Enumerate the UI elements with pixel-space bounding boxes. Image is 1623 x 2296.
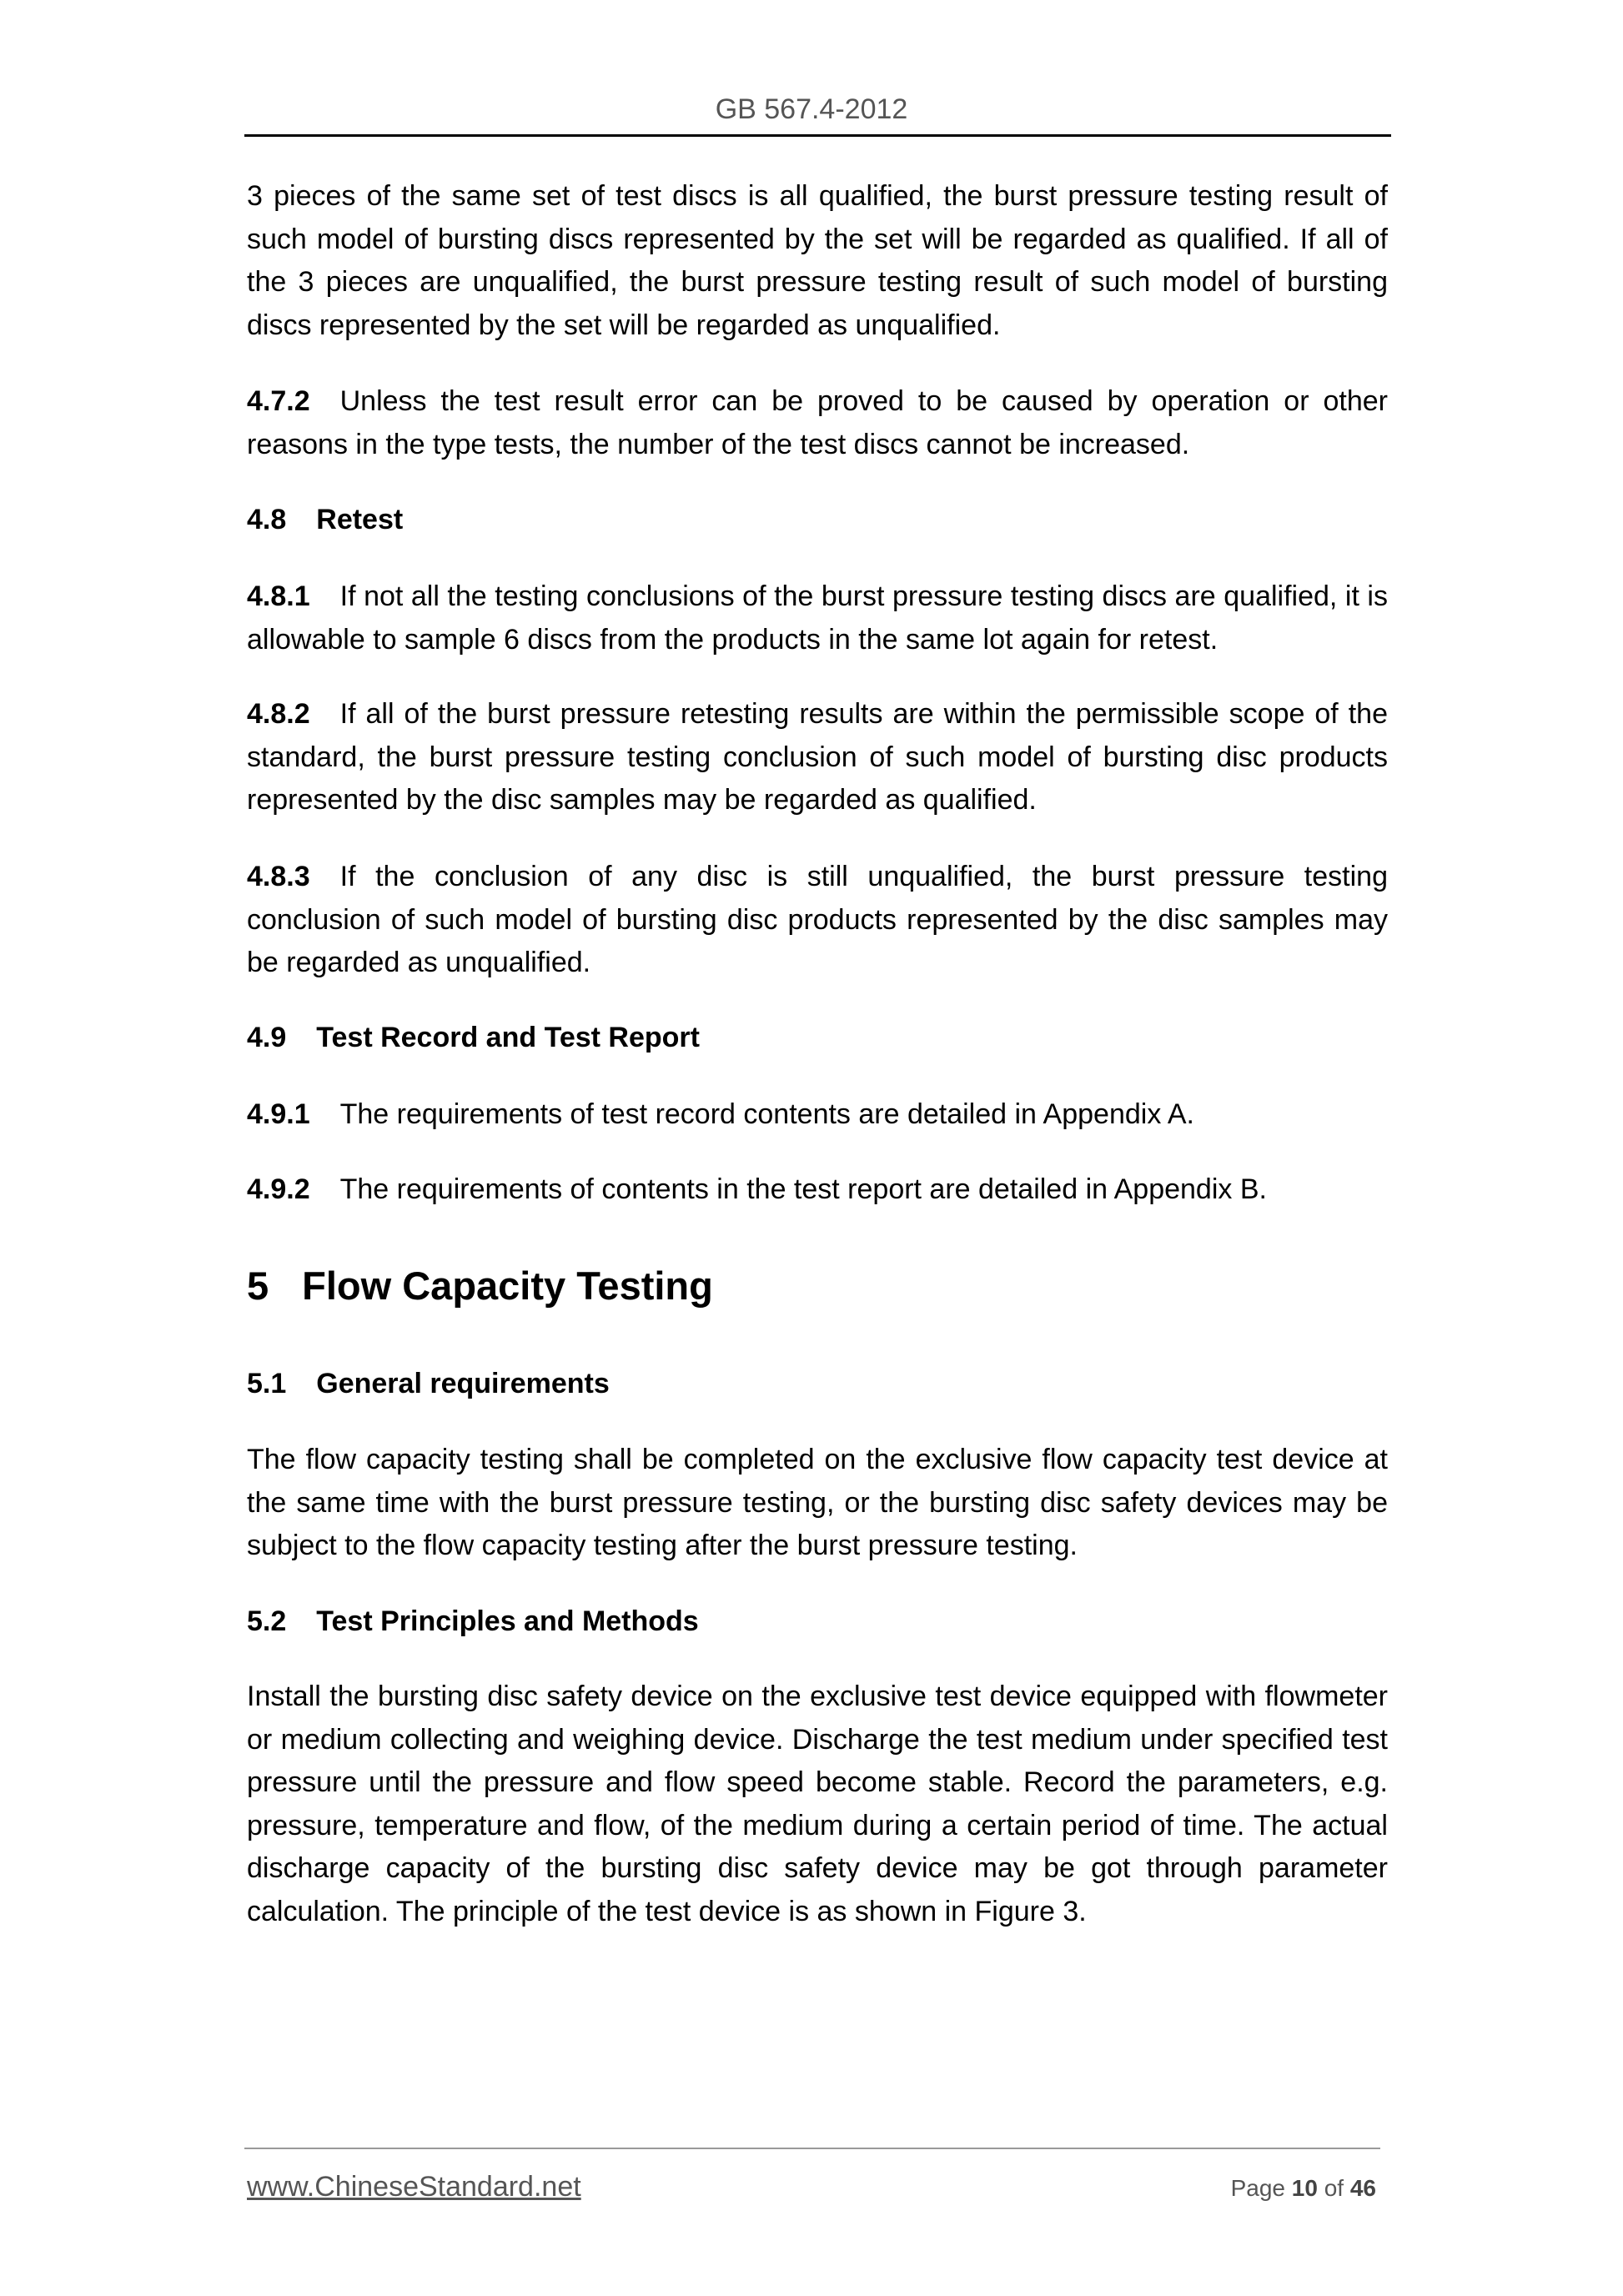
clause-4-7-2: [247, 380, 1388, 466]
clause-number: 4.9.2: [247, 1173, 310, 1205]
clause-number: 4.8.2: [247, 698, 310, 730]
paragraph-continued: 3 pieces of the same set of test discs is all qualified, the burst pressure testing result of such model of bursting discs represented by the set will be regarded as qualified. If all of the 3 pieces are unqualified, the burst pressure testing result of such model of bursting discs represented by the set will be regarded as unqualified.: [247, 180, 1388, 341]
clause-text: If all of the burst pressure retesting results are within the permissible scope of the standard, the burst pressure testing conclusion of such model of bursting disc products represented by the disc samples may be regarded as qualified.: [247, 698, 1388, 816]
section-4-8-heading: [247, 499, 1388, 542]
page-number: 10: [1291, 2175, 1318, 2201]
clause-text: If the conclusion of any disc is still unqualified, the burst pressure testing conclusion of such model of bursting disc products represented by the disc samples may be regarded as unqualified.: [247, 861, 1388, 978]
clause-4-8-2: [247, 693, 1388, 822]
section-4-9-heading: [247, 1017, 1388, 1060]
section-title: Test Principles and Methods: [316, 1605, 699, 1637]
section-number: 5.1: [247, 1368, 287, 1399]
footer-divider: [244, 2148, 1380, 2149]
section-title: General requirements: [316, 1368, 610, 1399]
clause-text: The requirements of test record contents are detailed in Appendix A.: [339, 1098, 1195, 1130]
document-header: GB 567.4-2012: [715, 93, 908, 125]
clause-4-9-1: [247, 1093, 1388, 1137]
section-5-2-text: Install the bursting disc safety device on the exclusive test device equipped with flowmeter or medium collecting and weighing device. Discharge the test medium under specified test pressure until the pressure and flow speed become stable. Record the parameters, e.g. pressure, temperature and flow, of the medium during a certain period of time. The actual discharge capacity of the bursting disc safety device may be got through parameter calculation. The principle of the test device is as shown in Figure 3.: [247, 1681, 1388, 1927]
section-title: Test Record and Test Report: [316, 1022, 700, 1053]
clause-4-9-2: [247, 1168, 1388, 1212]
page-total: 46: [1349, 2175, 1376, 2201]
page-indicator: [1231, 2175, 1376, 2202]
of-label: of: [1324, 2175, 1344, 2201]
section-number: 5.2: [247, 1605, 287, 1637]
section-5-1-text: The flow capacity testing shall be completed on the exclusive flow capacity test device at the same time with the burst pressure testing, or the bursting disc safety devices may be subject to the flow capacity testing after the burst pressure testing.: [247, 1444, 1388, 1561]
clause-text: Unless the test result error can be proved to be caused by operation or other reasons in the type tests, the number of the test discs cannot be increased.: [247, 385, 1388, 460]
chapter-5-heading: [247, 1263, 713, 1309]
section-5-1-heading: [247, 1363, 1388, 1406]
section-number: 4.9: [247, 1022, 287, 1053]
chapter-title: Flow Capacity Testing: [302, 1264, 713, 1308]
clause-number: 4.9.1: [247, 1098, 310, 1130]
clause-text: If not all the testing conclusions of the burst pressure testing discs are qualified, it is allowable to sample 6 discs from the products in the same lot again for retest.: [247, 580, 1388, 656]
section-title: Retest: [316, 504, 404, 535]
website-link[interactable]: www.ChineseStandard.net: [247, 2171, 581, 2203]
page-label: Page: [1230, 2175, 1285, 2201]
clause-4-8-3: [247, 856, 1388, 985]
section-number: 4.8: [247, 504, 287, 535]
header-divider: [244, 134, 1391, 137]
clause-4-8-1: [247, 575, 1388, 661]
clause-number: 4.7.2: [247, 385, 310, 417]
clause-number: 4.8.1: [247, 580, 310, 612]
section-5-2-heading: [247, 1600, 1388, 1644]
clause-number: 4.8.3: [247, 861, 310, 892]
clause-text: The requirements of contents in the test report are detailed in Appendix B.: [339, 1173, 1267, 1205]
chapter-number: 5: [247, 1264, 269, 1308]
